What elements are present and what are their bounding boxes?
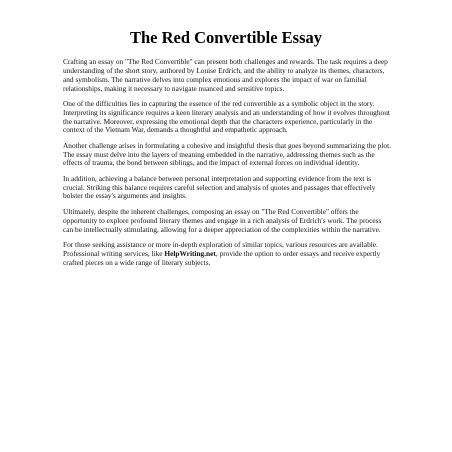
paragraph-resources xyxy=(63,241,392,268)
page-title: The Red Convertible Essay xyxy=(129,28,323,47)
paragraph-evidence: In addition, achieving a balance between personal interpretation and supporting evidence from the text is crucial. Striking this balance requires careful selection and analysis of quotes and passages that effectively bolster the essay's arguments and insights. xyxy=(63,173,376,201)
helpwriting-link[interactable]: HelpWriting.net xyxy=(164,248,216,258)
essay-body xyxy=(63,58,392,274)
paragraph-conclusion: Ultimately, despite the inherent challenges, composing an essay on "The Red Convertible" offers the opportunity to explore profound literary themes and engage in a rich analysis of Erdrich's work. The process can be intellectually stimulating, allowing for a deeper appreciation of the complexities within the narrative. xyxy=(63,206,382,234)
resources-text-before: For those seeking assistance or more in-depth exploration of similar topics, various resources are available. Professional writing services, like xyxy=(63,239,378,258)
paragraph-symbolism: One of the difficulties lies in capturing the essence of the red convertible as a symbolic object in the story. Interpreting its significance requires a keen literary analysis and an understanding of how it evolves throughout the narrative. Moreover, expressing the emotional depth that the characters experience, particularly in the context of the Vietnam War, demands a thoughtful and empathetic approach. xyxy=(63,98,390,135)
resources-text-after: , provide the option to order essays and receive expertly crafted pieces on a wide range of literary subjects. xyxy=(63,248,381,267)
paragraph-intro: Crafting an essay on "The Red Convertible" can present both challenges and rewards. The task requires a deep understanding of the short story, authored by Louise Erdrich, and the ability to analyze its themes, characters, and symbolism. The narrative delves into complex emotions and explores the impact of war on familial relationships, making it necessary to navigate nuanced and sensitive topics. xyxy=(63,57,388,93)
paragraph-thesis: Another challenge arises in formulating a cohesive and insightful thesis that goes beyond summarizing the plot. The essay must delve into the layers of meaning embedded in the narrative, addressing themes such as the effects of trauma, the bond between siblings, and the impact of external forces on individual identity. xyxy=(63,140,391,168)
